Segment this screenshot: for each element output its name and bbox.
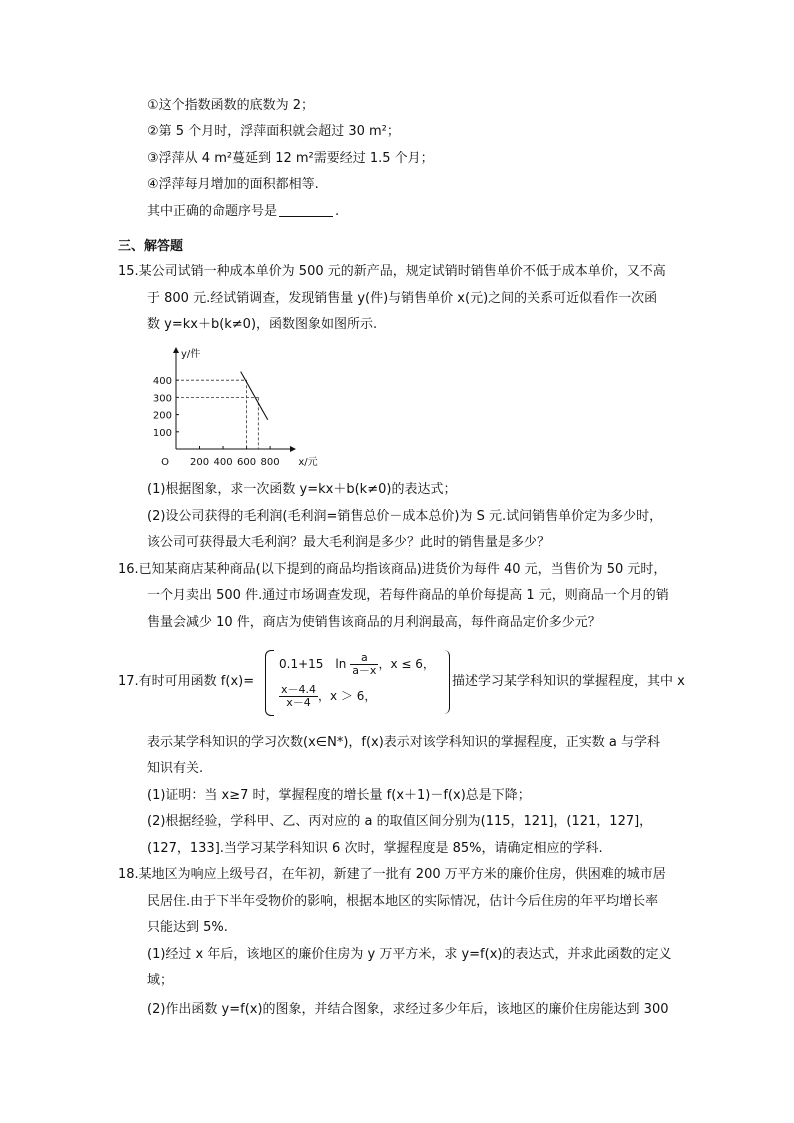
x-tick-label-200: 200 <box>189 457 210 468</box>
left-brace <box>265 650 274 716</box>
q17-line-2: 表示某学科知识的学习次数(x∈N*)，f(x)表示对该学科知识的掌握程度，正实数 a 与学科 <box>147 735 661 750</box>
q18-part-1b: 域； <box>147 973 174 988</box>
prev-item-2: ②第 5 个月时，浮萍面积就会超过 30 m²； <box>147 124 400 139</box>
answer-blank[interactable] <box>279 202 333 217</box>
formula-case-2: $\frac{x-4.4}{x-4}$ ，x ＞ 6， <box>281 683 377 709</box>
section-title: 三、解答题 <box>118 239 184 254</box>
q17-line-3: 知识有关. <box>147 761 204 776</box>
q17-part-1: (1)证明：当 x≥7 时，掌握程度的增长量 f(x＋1)－f(x)总是下降； <box>147 788 531 803</box>
q15-part-2b: 该公司可获得最大毛利润？最大毛利润是多少？此时的销售量是多少？ <box>147 535 551 550</box>
origin-label: O <box>161 457 169 468</box>
prev-ask: 其中正确的命题序号是 . <box>147 204 340 219</box>
q18-part-1a: (1)经过 x 年后，该地区的廉价住房为 y 万平方米，求 y=f(x)的表达式，并求此函数的定义 <box>147 947 672 962</box>
q15-part-2a: (2)设公司获得的毛利润(毛利润=销售总价－成本总价)为 S 元.试问销售单价定为多少时， <box>147 509 663 524</box>
q16-line-3: 售量会减少 10 件，商店为使销售该商品的月利润最高，每件商品定价多少元？ <box>147 615 601 630</box>
price-sales-chart <box>150 345 320 473</box>
q17-lead: 17.有时可用函数 f(x)= <box>118 674 255 689</box>
x-tick-label-800: 800 <box>260 457 280 468</box>
q18-line-2: 民居住.由于下半年受物价的影响，根据本地区的实际情况，估计今后住房的年平均增长率 <box>147 894 659 909</box>
sales-line <box>241 372 268 420</box>
y-tick-label-300: 300 <box>152 393 172 405</box>
y-tick-label-100: 100 <box>152 427 172 439</box>
y-tick-label-400: 400 <box>152 376 172 388</box>
q16-line-1: 16.已知某商店某种商品(以下提到的商品均指该商品)进货价为每件 40 元，当售价为 50 元时， <box>118 562 667 577</box>
piecewise-formula <box>265 650 450 714</box>
prev-item-1: ①这个指数函数的底数为 2； <box>147 98 315 113</box>
x-tick-label-400: 400 <box>213 457 233 468</box>
q18-line-3: 只能达到 5%. <box>147 920 228 935</box>
q15-line-3: 数 y=kx＋b(k≠0)，函数图象如图所示. <box>147 317 378 332</box>
q17-part-2b: (127，133].当学习某学科知识 6 次时，掌握程度是 85%，请确定相应的学科. <box>147 841 603 856</box>
q15-line-1: 15.某公司试销一种成本单价为 500 元的新产品，规定试销时销售单价不低于成本单价，又不高 <box>118 264 666 279</box>
y-axis-arrow <box>173 347 179 353</box>
q18-line-1: 18.某地区为响应上级号召，在年初，新建了一批有 200 万平方米的廉价住房，供困难的城市居 <box>118 867 666 882</box>
x-axis-label: x/元 <box>298 457 318 468</box>
y-tick-label-200: 200 <box>152 410 172 422</box>
q17-part-2a: (2)根据经验，学科甲、乙、丙对应的 a 的取值区间分别为(115，121]，(121，127]， <box>147 814 653 829</box>
q18-part-2: (2)作出函数 y=f(x)的图象，并结合图象，求经过多少年后，该地区的廉价住房能达到 300 <box>147 1002 669 1017</box>
prev-item-4: ④浮萍每月增加的面积都相等. <box>147 177 319 192</box>
q17-tail: 描述学习某学科知识的掌握程度，其中 x <box>452 674 685 689</box>
y-axis-label: y/件 <box>181 349 201 360</box>
prev-item-3: ③浮萍从 4 m²蔓延到 12 m²需要经过 1.5 个月； <box>147 151 434 166</box>
x-tick-label-600: 600 <box>237 457 257 468</box>
q15-part-1: (1)根据图象，求一次函数 y=kx＋b(k≠0)的表达式； <box>147 482 457 497</box>
q16-line-2: 一个月卖出 500 件.通过市场调查发现，若每件商品的单价每提高 1 元，则商品一个月的销 <box>147 588 669 603</box>
formula-case-1: 0.1+15 ln $\frac{a}{a-x}$ ，x ≤ 6， <box>279 651 435 677</box>
right-brace <box>443 650 450 714</box>
x-axis-arrow <box>290 446 296 452</box>
q15-line-2: 于 800 元.经试销调查，发现销售量 y(件)与销售单价 x(元)之间的关系可近似看作一次函 <box>147 291 658 306</box>
